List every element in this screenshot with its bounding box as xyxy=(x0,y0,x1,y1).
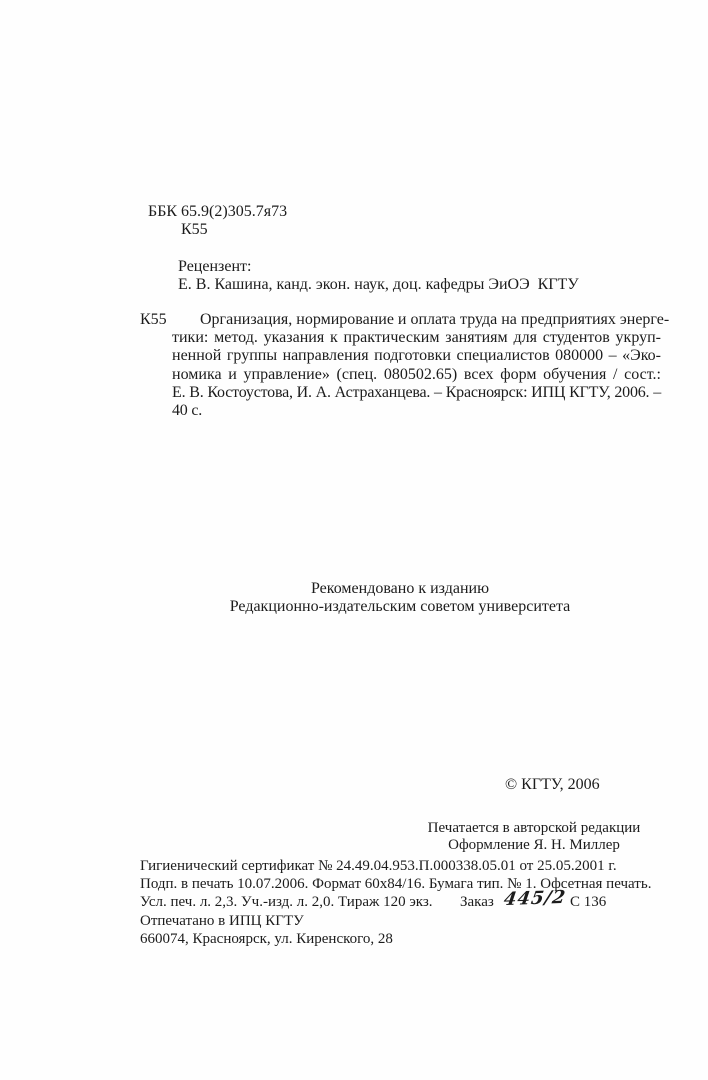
annotation-paragraph xyxy=(172,311,670,420)
c-number: С 136 xyxy=(570,894,607,911)
order-label: Заказ xyxy=(460,894,494,911)
copyright-notice: © КГТУ, 2006 xyxy=(505,776,600,793)
order-number-handwritten: 445/2 xyxy=(502,887,568,911)
certificate-line: Гигиенический сертификат № 24.49.04.953.П.000338.05.01 от 25.05.2001 г. xyxy=(140,858,617,874)
annotation-line: тики: метод. указания к практическим занятиям для студентов укруп- xyxy=(172,329,661,347)
edition-notes-block xyxy=(404,820,664,854)
volume-info: Усл. печ. л. 2,3. Уч.-изд. л. 2,0. Тираж 120 экз. xyxy=(140,894,433,911)
annotation-code: К55 xyxy=(140,311,167,328)
annotation-line: Организация, нормирование и оплата труда на предприятиях энерге- xyxy=(200,311,670,328)
edition-note-line: Оформление Я. Н. Миллер xyxy=(448,837,620,853)
annotation-line: номика и управление» (спец. 080502.65) всех форм обучения / сост.: xyxy=(172,365,661,383)
recommendation-line: Рекомендовано к изданию xyxy=(310,580,490,597)
bbk-classification: ББК 65.9(2)305.7я73 xyxy=(148,203,288,220)
print-info-line: Подп. в печать 10.07.2006. Формат 60х84/16. Бумага тип. № 1. Офсетная печать. xyxy=(140,876,652,893)
printed-by-line: Отпечатано в ИПЦ КГТУ xyxy=(140,912,304,929)
recommendation-line: Редакционно-издательским советом университета xyxy=(229,598,571,615)
address-line: 660074, Красноярск, ул. Киренского, 28 xyxy=(140,930,393,947)
edition-note-line: Печатается в авторской редакции xyxy=(427,820,641,836)
bbk-author-sign: К55 xyxy=(181,221,208,238)
reviewer-name: Е. В. Кашина, канд. экон. наук, доц. кафедры ЭиОЭ КГТУ xyxy=(178,276,579,293)
volume-info-line xyxy=(140,887,670,911)
imprint-block xyxy=(140,857,670,948)
reviewer-label: Рецензент: xyxy=(178,258,252,275)
annotation-line: ненной группы направления подготовки специалистов 080000 – «Эко- xyxy=(172,347,661,365)
annotation-line: Е. В. Костоустова, И. А. Астраханцева. – Красноярск: ИПЦ КГТУ, 2006. – 40 с. xyxy=(172,383,661,420)
recommendation-block xyxy=(140,580,660,616)
